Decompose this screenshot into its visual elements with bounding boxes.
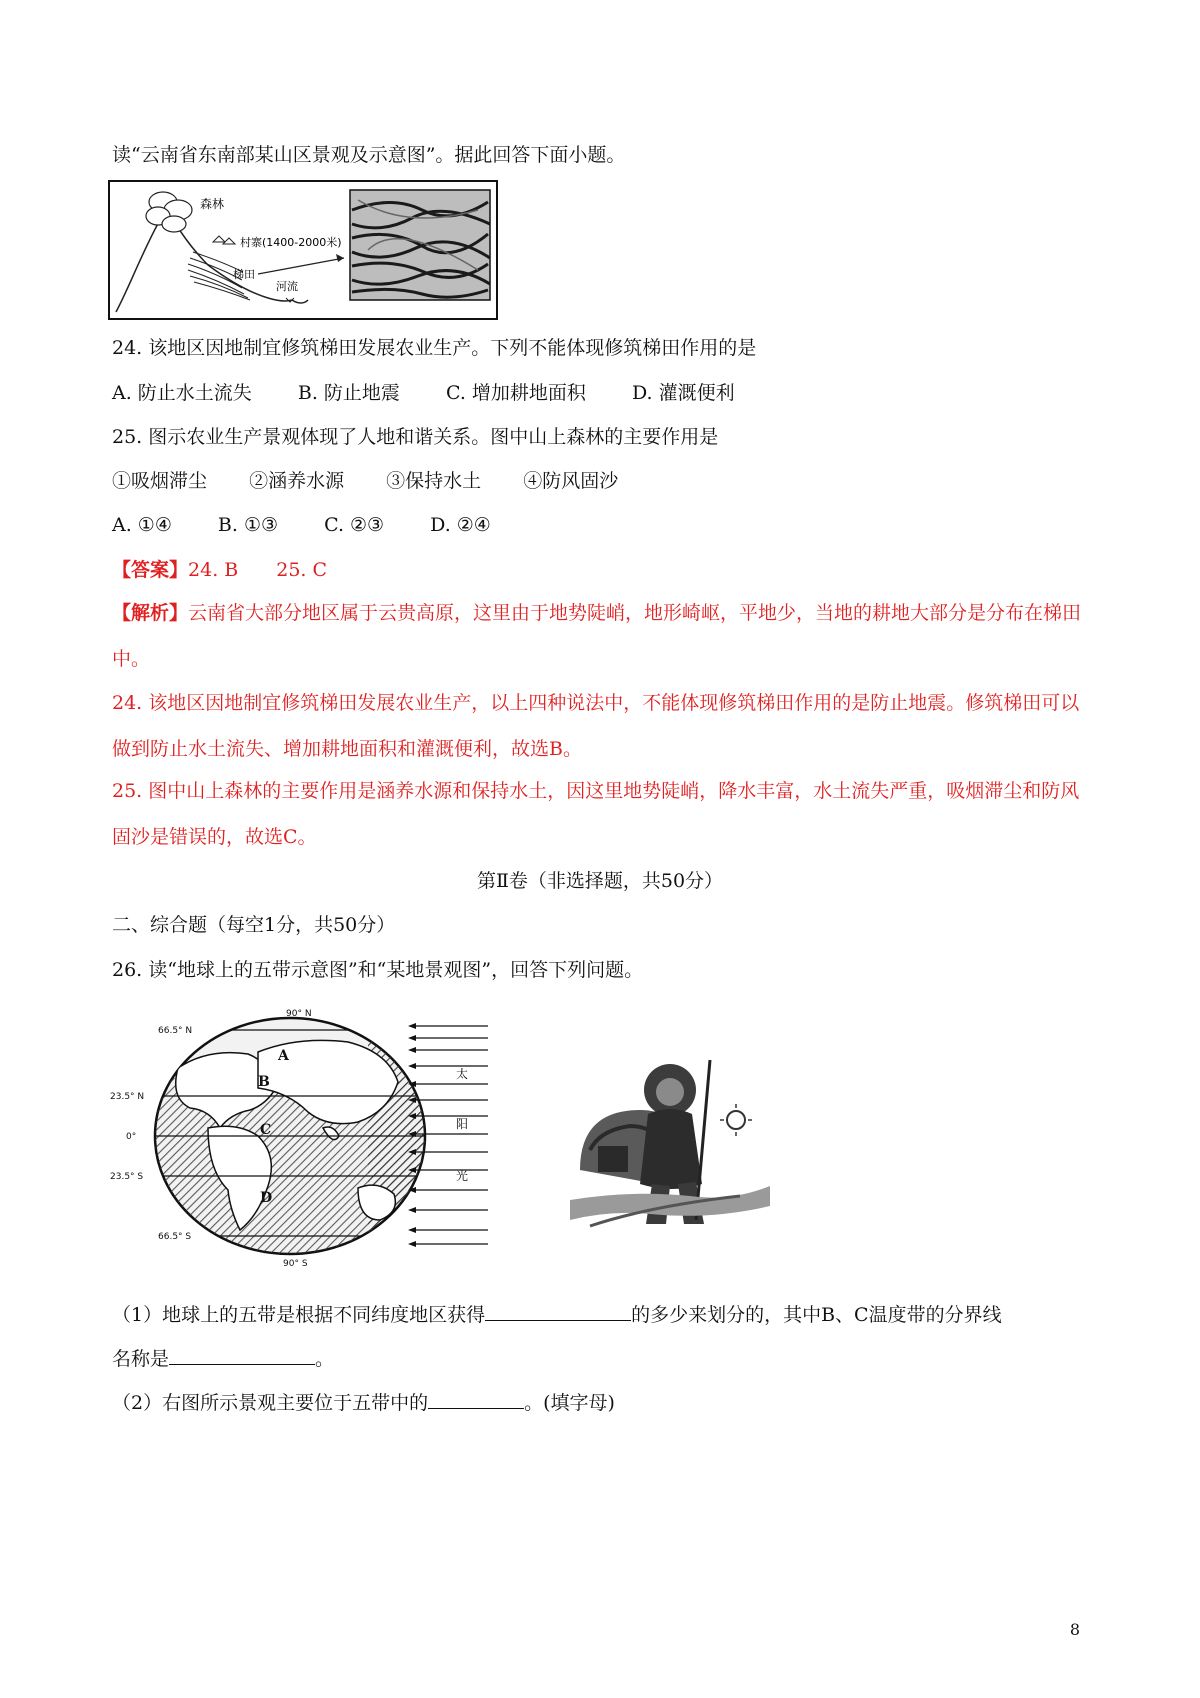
polar-landscape-photo xyxy=(570,1050,770,1250)
label-sun-1: 太 xyxy=(456,1067,469,1081)
q26-sub1-blank1[interactable] xyxy=(485,1300,631,1321)
q26-sub1-end: 。 xyxy=(315,1348,335,1370)
answer-tag: 【答案】 xyxy=(112,559,189,581)
analysis-tag: 【解析】 xyxy=(112,602,189,624)
q26-sub2-line xyxy=(112,1388,615,1416)
label-river: 河流 xyxy=(276,280,298,293)
q25-item-2: ②涵养水源 xyxy=(249,470,345,492)
q25-item-4: ④防风固沙 xyxy=(523,470,619,492)
zone-b: B xyxy=(258,1074,270,1090)
q25-option-d[interactable]: D. ②④ xyxy=(430,514,491,536)
label-forest: 森林 xyxy=(200,197,225,211)
q26-sub1-c: 名称是 xyxy=(112,1348,170,1370)
zone-a: A xyxy=(278,1048,289,1064)
q25-stem: 25. 图示农业生产景观体现了人地和谐关系。图中山上森林的主要作用是 xyxy=(112,426,719,448)
label-0: 0° xyxy=(126,1132,137,1142)
q24-option-c[interactable]: C. 增加耕地面积 xyxy=(445,382,586,404)
label-sun-2: 阳 xyxy=(456,1117,469,1131)
q24-option-a[interactable]: A. 防止水土流失 xyxy=(112,382,252,404)
answer-text: 24. B 25. C xyxy=(188,559,328,581)
q26-sub1-line1 xyxy=(112,1300,1002,1328)
q25-option-a[interactable]: A. ①④ xyxy=(112,514,172,536)
q24-option-b[interactable]: B. 防止地震 xyxy=(297,382,400,404)
q26-sub1-line2 xyxy=(112,1344,334,1372)
q26-sub2-b: 。(填字母) xyxy=(524,1392,615,1414)
q24-options xyxy=(112,380,775,406)
section-title: 第Ⅱ卷（非选择题，共50分） xyxy=(476,870,724,892)
label-sun-3: 光 xyxy=(456,1169,469,1183)
q24-option-d[interactable]: D. 灌溉便利 xyxy=(631,382,735,404)
page-number: 8 xyxy=(1069,1620,1080,1639)
analysis-text: 云南省大部分地区属于云贵高原，这里由于地势陡峭，地形崎岖，平地少，当地的耕地大部分是分布在梯田中。 xyxy=(112,602,1082,670)
q25-item-1: ①吸烟滞尘 xyxy=(112,470,208,492)
zone-c: C xyxy=(260,1122,272,1138)
intro-text: 读“云南省东南部某山区景观及示意图”。据此回答下面小题。 xyxy=(112,144,626,166)
label-village: 村寨(1400-2000米) xyxy=(240,236,342,249)
q25-options xyxy=(112,512,531,538)
answer-line xyxy=(112,557,327,583)
label-665s: 66.5° S xyxy=(158,1232,192,1242)
five-zones-globe-figure xyxy=(108,1008,488,1270)
q26-sub1-a: （1）地球上的五带是根据不同纬度地区获得 xyxy=(112,1304,486,1326)
label-235s: 23.5° S xyxy=(110,1172,144,1182)
analysis-paragraph xyxy=(112,590,1092,682)
q26-sub1-b: 的多少来划分的，其中B、C温度带的分界线 xyxy=(631,1304,1002,1326)
q25-item-3: ③保持水土 xyxy=(386,470,482,492)
label-665n: 66.5° N xyxy=(158,1026,193,1036)
q25-option-b[interactable]: B. ①③ xyxy=(217,514,279,536)
terrace-landscape-figure xyxy=(108,180,498,320)
zone-d: D xyxy=(260,1190,273,1206)
q26-sub2-a: （2）右图所示景观主要位于五带中的 xyxy=(112,1392,429,1414)
label-terrace: 梯田 xyxy=(233,268,255,281)
q26-sub2-blank[interactable] xyxy=(428,1388,524,1409)
label-90n: 90° N xyxy=(286,1009,312,1019)
part2-heading: 二、综合题（每空1分，共50分） xyxy=(112,914,396,936)
q25-items xyxy=(112,468,654,494)
label-90s: 90° S xyxy=(283,1259,308,1269)
analysis-q25: 25. 图中山上森林的主要作用是涵养水源和保持水土，因这里地势陡峭，降水丰富，水土流失严重，吸烟滞尘和防风固沙是错误的，故选C。 xyxy=(112,780,1080,848)
q26-sub1-blank2[interactable] xyxy=(169,1344,315,1365)
q26-stem: 26. 读“地球上的五带示意图”和“某地景观图”，回答下列问题。 xyxy=(112,959,644,981)
q25-option-c[interactable]: C. ②③ xyxy=(324,514,385,536)
analysis-q24: 24. 该地区因地制宜修筑梯田发展农业生产，以上四种说法中，不能体现修筑梯田作用的是防止地震。修筑梯田可以做到防止水土流失、增加耕地面积和灌溉便利，故选B。 xyxy=(112,692,1080,760)
label-235n: 23.5° N xyxy=(110,1092,145,1102)
q24-stem: 24. 该地区因地制宜修筑梯田发展农业生产。下列不能体现修筑梯田作用的是 xyxy=(112,337,757,359)
